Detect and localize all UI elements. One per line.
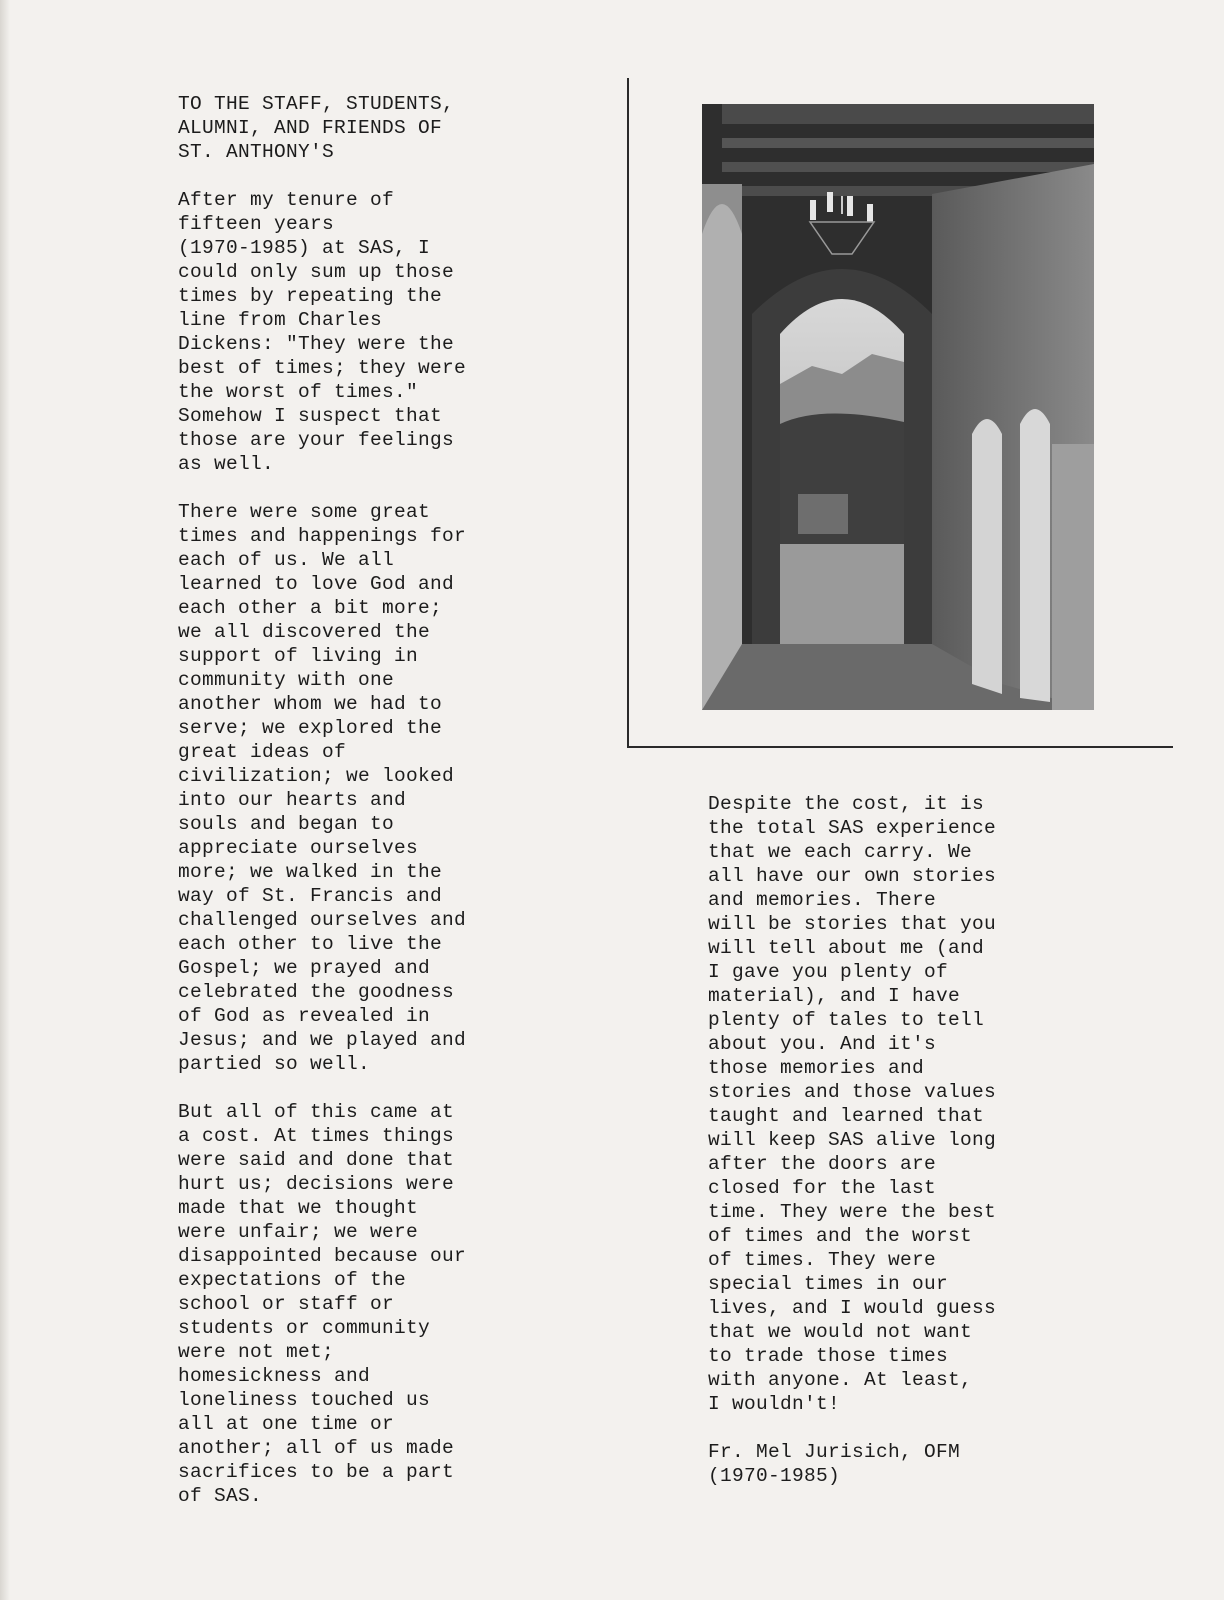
letter-paragraph-4: Despite the cost, it is the total SAS experience that we each carry. We all have our own stories and memories. There will be stories that you will tell about me (and I gave you plenty of material), and I have plenty of tales to tell about you. And it's those memories and stories and those values taught and learned that will keep SAS alive long after the doors are closed for the last time. They were the best of times and the worst of times. They were special times in our lives, and I would guess that we would not want to trade those times with anyone. At least, I wouldn't! [708, 793, 997, 1415]
page-edge [0, 0, 10, 1600]
letter-paragraph-3: But all of this came at a cost. At times things were said and done that hurt us; decisions were made that we thought were unfair; we were disappointed because our expectations of the school or staff or students or community were not met; homesickness and loneliness touched us all at one time or another; all of us made sacrifices to be a part of SAS. [178, 1101, 467, 1507]
letter-paragraph-1: After my tenure of fifteen years (1970-1985) at SAS, I could only sum up those times by repeating the line from Charles Dickens: "They were the best of times; they were the worst of times." Somehow I suspect that those are your feelings as well. [178, 189, 467, 475]
archway-photo [702, 104, 1094, 710]
archway-photo-drawing [702, 104, 1094, 710]
letter-right-column [708, 792, 1088, 1512]
signature-years: (1970-1985) [708, 1465, 841, 1487]
signature-name: Fr. Mel Jurisich, OFM [708, 1441, 961, 1463]
letter-left-column [178, 92, 558, 1532]
letter-heading: TO THE STAFF, STUDENTS, ALUMNI, AND FRIENDS OF ST. ANTHONY'S [178, 93, 455, 163]
letter-paragraph-2: There were some great times and happenings for each of us. We all learned to love God and each other a bit more; we all discovered the support of living in community with one another whom we had to serve; we explored the great ideas of civilization; we looked into our hearts and souls and began to appreciate ourselves more; we walked in the way of St. Francis and challenged ourselves and each other to live the Gospel; we prayed and celebrated the goodness of God as revealed in Jesus; and we played and partied so well. [178, 501, 467, 1075]
